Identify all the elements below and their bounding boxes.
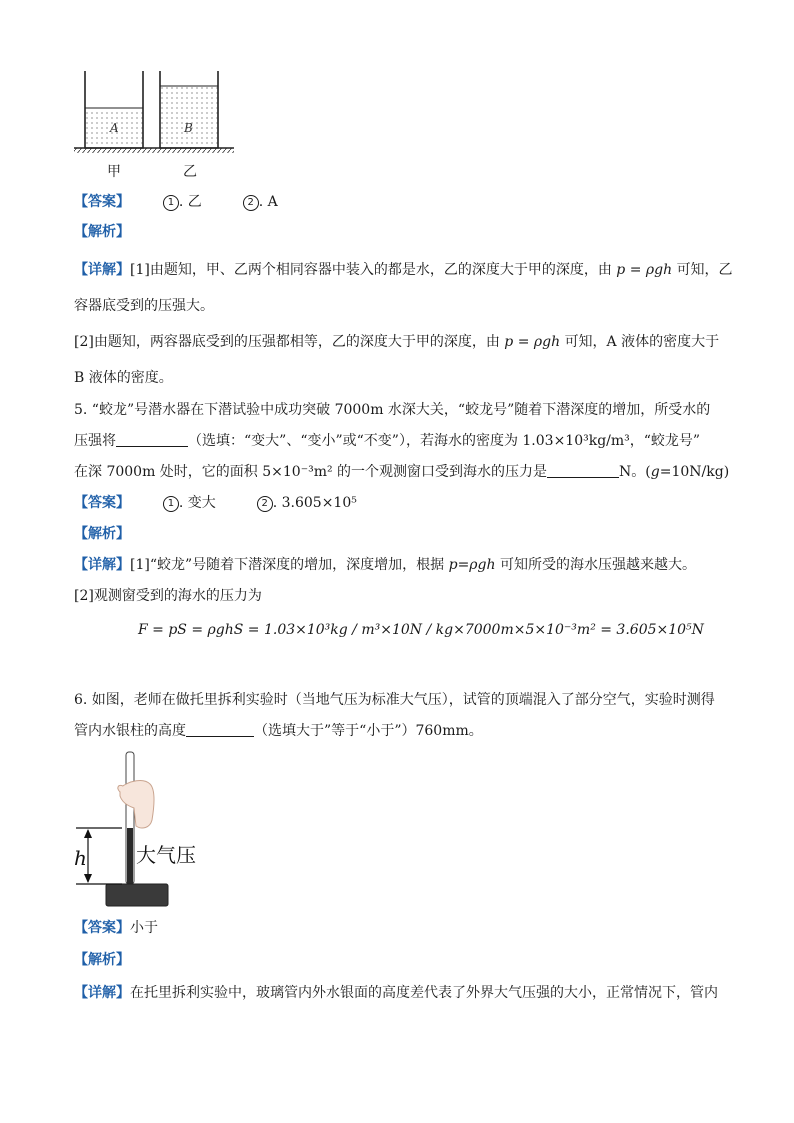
q4-detail-line3: [2]由题知，两容器底受到的压强都相等，乙的深度大于甲的深度，由 p = ρgh 可知，A 液体的密度大于 bbox=[74, 334, 720, 350]
atmospheric-pressure-label: 大气压 bbox=[136, 843, 196, 867]
q5-blank-1[interactable] bbox=[116, 432, 188, 447]
hand-illustration bbox=[120, 781, 154, 828]
q5-analysis: 【解析】 bbox=[74, 526, 130, 542]
q5-blank-2[interactable] bbox=[547, 463, 619, 478]
q4-answer: 【答案】 1 . 乙 2 . A bbox=[74, 194, 278, 210]
q6-detail-line1: 【详解】在托里拆利实验中，玻璃管内外水银面的高度差代表了外界大气压强的大小，正常情况下，管内 bbox=[74, 985, 718, 1001]
q5-detail-line2: [2]观测窗受到的海水的压力为 bbox=[74, 588, 262, 604]
h-label: h bbox=[74, 846, 87, 870]
q6-line1: 6. 如图，老师在做托里拆利实验时（当地气压为标准大气压），试管的顶端混入了部分空气，实验时测得 bbox=[74, 692, 715, 708]
q5-line2: 压强将 （选填：“变大”、“变小”或“不变”），若海水的密度为 1.03×10³kg/m³，“蛟龙号” bbox=[74, 433, 701, 449]
label-b: B bbox=[184, 121, 193, 135]
q5-line1: 5. “蛟龙”号潜水器在下潜试验中成功突破 7000m 水深大关，“蛟龙号”随着下潜深度的增加，所受水的 bbox=[74, 402, 711, 418]
q6-analysis: 【解析】 bbox=[74, 952, 130, 968]
q4-detail-line4: B 液体的密度。 bbox=[74, 370, 173, 386]
torricelli-figure bbox=[70, 748, 220, 912]
q4-detail-line1: 【详解】[1]由题知，甲、乙两个相同容器中装入的都是水，乙的深度大于甲的深度，由 p = ρgh 可知，乙 bbox=[74, 262, 733, 278]
containers-figure bbox=[70, 66, 270, 182]
caption-jia: 甲 bbox=[107, 164, 121, 180]
liquid-b bbox=[160, 86, 218, 148]
q6-answer: 【答案】小于 bbox=[74, 920, 158, 936]
caption-yi: 乙 bbox=[183, 164, 197, 180]
q6-line2: 管内水银柱的高度 （选填大于”等于“小于”）760mm。 bbox=[74, 723, 483, 739]
mercury-column bbox=[127, 828, 133, 884]
label-a: A bbox=[110, 121, 119, 135]
q6-blank[interactable] bbox=[186, 722, 254, 737]
q4-detail-line2: 容器底受到的压强大。 bbox=[74, 298, 214, 314]
pressure-force-formula: F = pS = ρghS = 1.03×10³kg / m³×10N / kg×7000m×5×10⁻³m² = 3.605×10⁵N bbox=[138, 622, 704, 638]
q5-detail-line1: 【详解】[1]“蛟龙”号随着下潜深度的增加，深度增加，根据 p=ρgh 可知所受的海水压强越来越大。 bbox=[74, 557, 696, 573]
q5-answer: 【答案】 1 . 变大 2 . 3.605×10⁵ bbox=[74, 495, 357, 511]
q4-analysis: 【解析】 bbox=[74, 224, 130, 240]
mercury-dish bbox=[106, 884, 168, 906]
q5-line3: 在深 7000m 处时，它的面积 5×10⁻³m² 的一个观测窗口受到海水的压力是 N。(g=10N/kg) bbox=[74, 464, 730, 480]
